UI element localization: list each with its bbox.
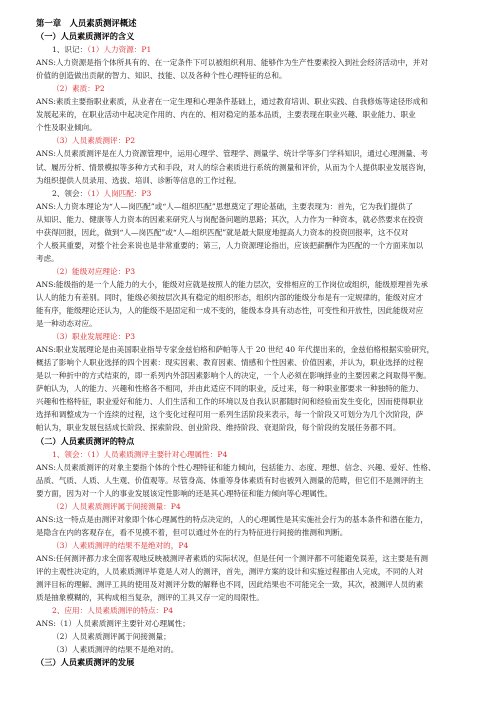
text-line: 考虑。 [36, 253, 59, 263]
text-line: ANS:人员素质测评的对象主要指个体的个性心理特征和能力倾向，包括能力、态度、理想、信念、兴趣、爱好、性格、 [36, 462, 436, 472]
text-segment: （1）人岗匹配：P3 [87, 188, 152, 198]
text-line: 个人极其重要，对整个社会来说也是非常重要的；第三，人力资源理论指出，应该把薪酬作为匹配的一个方面来加以 [36, 240, 424, 250]
text-line: 测评目标的理解、测评工具的使用及对测评分数的解释也不同，因此结果也不可能完全一致，其次，被测评人员的素 [36, 580, 424, 590]
text-line: ANS:人力资源是指个体所具有的、在一定条件下可以被组织利用、能够作为生产性要素投入到社会经济活动中，并对 [36, 58, 428, 68]
text-line: ANS:能级指的是一个人能力的大小，能级对应就是按照人的能力层次，安排相应的工作岗位或组织，能级原理首先承 [36, 279, 428, 289]
text-line: 试、履历分析、情景模拟等多种方式和手段，对人的综合素质进行系统的测量和评价，从而为个人提供职业发展咨询， [36, 162, 431, 172]
text-line: 1、领会：（1）人员素质测评主要针对心理属性：P4 [52, 449, 228, 459]
text-line: 品质、气质、人质、人生观、价值观等。尽管身高、体重等身体素质有时也被列入测量的范畴，但它们不是测评的主 [36, 475, 424, 485]
text-line: 萨帕认为，人的能力、兴趣和性格各不相同，并由此适应不同的职业，反过来，每一种职业都要求一种独特的能力、 [36, 384, 424, 394]
text-line: 是以一种折中的方式结束的，即一系列内外部因素影响个人的决定，一个人必须在影响择业的主要因素之间取得平衡。 [36, 371, 431, 381]
text-line: （3）人素质测评的结果不是绝对的。 [52, 645, 179, 655]
text-line: 为组织提供人员录用、选拔、培训、诊断等信息的工作过程。 [36, 175, 242, 185]
text-line: 选择和调整成为一个连续的过程，这个变化过程可用一系列生活阶段来表示，每一个阶段又可划分为几个次阶段，萨 [36, 410, 424, 420]
section-heading: （二）人员素质测评的特点 [36, 435, 135, 446]
text-line: 能有序，能级理论还认为，人的能级不是固定和一成不变的，能级本身具有动态性，可变性和开放性，因此能级对应 [36, 306, 424, 316]
text-segment: （1）人力资源：P1 [87, 45, 152, 55]
text-line [36, 187, 460, 200]
text-line: 发展起来的，在职业活动中起决定作用的、内在的、相对稳定的基本品质，主要表现在职业兴趣、职业能力、职业 [36, 110, 416, 120]
text-line: 价值的创造做出贡献的智力、知识、技能、以及各种个性心理特征的总和。 [36, 71, 287, 81]
text-line: 质是抽象模糊的，其构成相当复杂，测评的工具又存一定的局限性。 [36, 593, 264, 603]
text-line: 2、应用：人员素质测评的特点：P4 [52, 606, 174, 616]
text-line: 从知识、能力、健康等人力资本的因素来研究人与岗配备问题的思路；其次，人力作为一种资本，就必然要求在投资 [36, 214, 424, 224]
text-line: （2）人员素质测评属于间接测量：P4 [52, 501, 181, 511]
text-segment: 2、领会： [52, 188, 88, 198]
text-line [36, 43, 460, 56]
section-heading: 第一章 人员素质测评概述 [36, 18, 137, 28]
text-line: （3）人员素质测评：P2 [52, 136, 136, 146]
text-line: ANS:职业发展理论是由美国职业指导专家金兹伯格和萨帕等人于 20 世纪 40 年代提出来的，金兹伯格根据实验研究， [36, 345, 435, 355]
text-line: （3）人素质测评的结果不是绝对的，P4 [52, 540, 189, 550]
text-line: 个性及职业倾向。 [36, 123, 97, 133]
text-line: （2）人员素质测评属于间接测量； [52, 632, 171, 642]
text-line: 要方面，因为对一个人的事业发展该定性影响的还是其心理特征和能力倾向等心理属性。 [36, 488, 333, 498]
text-line: ANS:（1）人员素质测评主要针对心理属性； [36, 619, 190, 629]
text-line: ANS:任何测评都力求全面客观地反映被测评者素质的实际状况，但是任何一个测评都不可能避免误差，这主要是有测 [36, 553, 428, 563]
text-line: 概括了影响个人职业选择的四个因素：现实因素、教育因素、情感和个性因素、价值因素，并认为，职业选择的过程 [36, 358, 424, 368]
section-heading: （三）人员素质测评的发展 [36, 657, 135, 668]
text-line: 中获得回报，因此，做到“人—岗匹配”或“人—组织匹配”就是最大限度地提高人力资本的投资回报率，这不仅对 [36, 227, 409, 237]
section-heading: （一）人员素质测评的含义 [36, 31, 135, 42]
text-line: 兴趣和性格特征，职业爱好和能力、人们生活和工作的环境以及自我认识都随时间和经验而发生变化，因而使得职业 [36, 397, 424, 407]
text-line: 评的主观性决定的，人员素质测评毕竟是人对人的测评，首先，测评方案的设计和实施过程都由人完成，不同的人对 [36, 566, 424, 576]
text-line: （3）职业发展理论：P3 [52, 332, 136, 342]
text-line: 帕认为，职业发展包括成长阶段、探索阶段、创业阶段、维持阶段、衰退阶段，每个阶段的发展任务都不同。 [36, 423, 401, 433]
text-line: ANS:素质主要指职业素质，从业者在一定生理和心理条件基础上，通过教育培训、职业实践、自我修炼等途径形成和 [36, 97, 428, 107]
text-line: （2）素质：P2 [52, 84, 105, 94]
text-line: ANS:人员素质测评是在人力资源管理中，运用心理学、管理学、测量学、统计学等多门学科知识，通过心理测量、考 [36, 149, 428, 159]
text-line: 认人的能力有差别。同时，能级必须按层次具有稳定的组织形态，组织内部的能级分布是有一定规律的，能级对应才 [36, 292, 424, 302]
text-line: （2）能级对应理论：P3 [52, 266, 136, 276]
text-line: 是隐含在内的客观存在，看不见摸不着，但可以通过外在的行为特征进行间接的推测和判断。 [36, 527, 348, 537]
text-line: ANS:人力资本理论为“人—岗匹配”或“人—组织匹配”思想奠定了理论基础，主要表现为：首先，它为我们提供了 [36, 201, 414, 211]
text-line: ANS:这一特点是由测评对象即个体心理属性的特点决定的，人的心理属性是其实施社会行为的基本条件和潜在能力， [36, 514, 428, 524]
text-segment: 1、识记： [52, 45, 88, 55]
text-line: 是一种动态对应。 [36, 319, 97, 329]
